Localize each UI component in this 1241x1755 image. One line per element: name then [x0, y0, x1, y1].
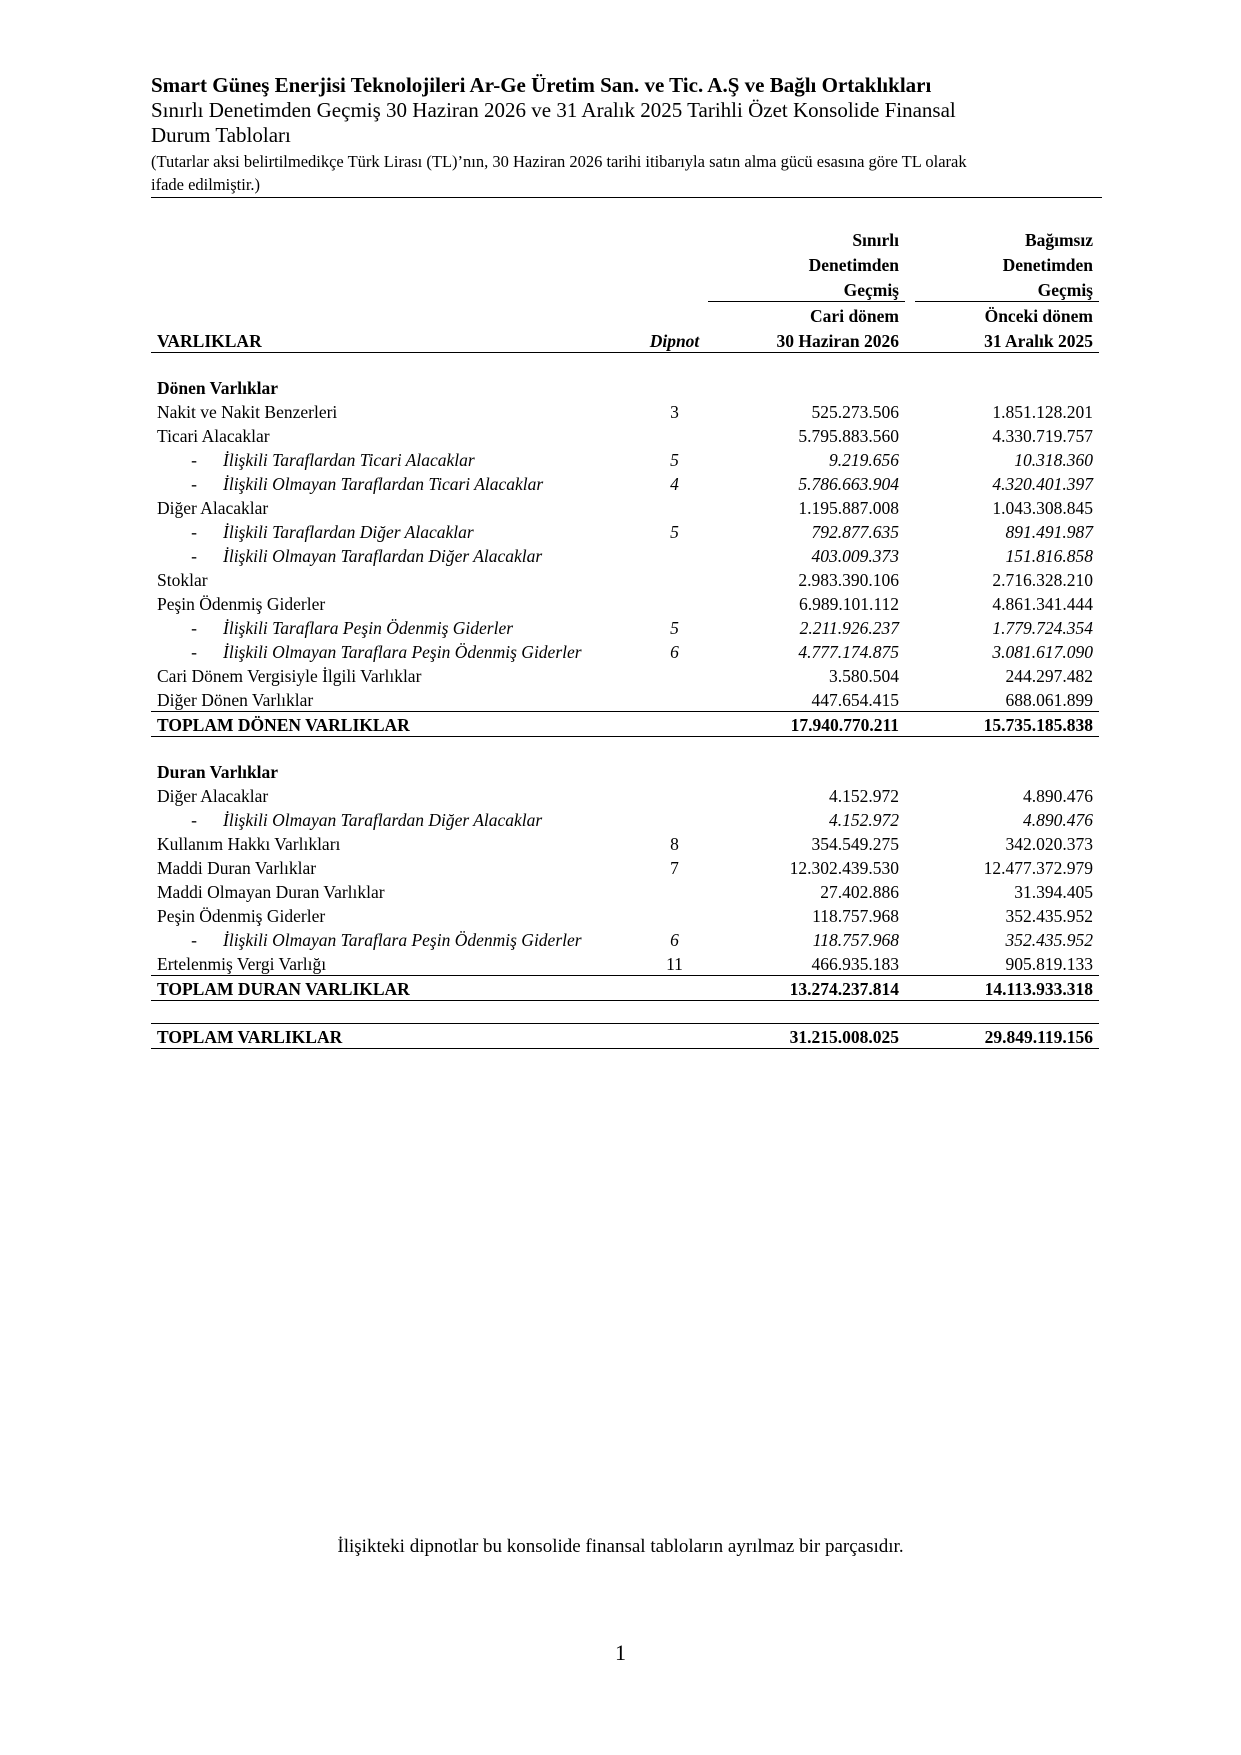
line-item-current-value: 403.009.373 — [811, 546, 899, 566]
line-item-current-value: 2.211.926.237 — [799, 618, 899, 638]
line-item-current-value: 4.777.174.875 — [798, 642, 899, 662]
line-item-current-value: 12.302.439.530 — [789, 858, 899, 878]
document-header — [151, 72, 1101, 194]
line-item-label: Maddi Duran Varlıklar — [157, 858, 317, 878]
line-item-label: İlişkili Olmayan Taraflardan Diğer Alacaklar — [223, 810, 543, 830]
line-item-label: Diğer Alacaklar — [157, 498, 269, 518]
grand-total-row — [151, 1024, 1099, 1049]
previous-col-line2: Denetimden — [1002, 255, 1093, 275]
line-item-label: Peşin Ödenmiş Giderler — [157, 906, 326, 926]
line-item-label: İlişkili Olmayan Taraflara Peşin Ödenmiş Giderler — [223, 930, 582, 950]
previous-period-label: Önceki dönem — [984, 306, 1093, 326]
column-headers — [151, 226, 1099, 399]
line-item-current-value: 5.795.883.560 — [798, 426, 899, 446]
footer-note: İlişikteki dipnotlar bu konsolide finansal tabloların ayrılmaz bir parçasıdır. — [337, 1536, 904, 1557]
line-item-current-value: 27.402.886 — [820, 882, 899, 902]
line-item-row — [151, 567, 1099, 591]
sub-item-dash: - — [191, 546, 197, 566]
sub-line-item-row — [151, 543, 1099, 567]
line-item-note: 5 — [670, 618, 679, 638]
sub-line-item-row — [151, 519, 1099, 543]
line-item-note — [641, 591, 708, 615]
line-item-current-value: 118.757.968 — [812, 930, 899, 950]
line-item-row — [151, 399, 1099, 423]
sub-line-item-row — [151, 639, 1099, 663]
line-item-current-value: 447.654.415 — [811, 690, 899, 710]
line-item-label: Peşin Ödenmiş Giderler — [157, 594, 326, 614]
line-item-previous-value: 4.861.341.444 — [992, 594, 1093, 614]
line-item-previous-value: 352.435.952 — [1005, 906, 1093, 926]
statement-title-line2: Durum Tabloları — [151, 123, 291, 147]
line-item-note — [641, 663, 708, 687]
sub-item-dash: - — [191, 642, 197, 662]
line-item-label: Ticari Alacaklar — [157, 426, 270, 446]
line-item-previous-value: 688.061.899 — [1005, 690, 1093, 710]
current-col-line1: Sınırlı — [852, 230, 899, 250]
line-item-previous-value: 905.819.133 — [1005, 954, 1093, 974]
line-item-row — [151, 687, 1099, 712]
sub-item-dash: - — [191, 450, 197, 470]
line-item-row — [151, 423, 1099, 447]
line-item-previous-value: 31.394.405 — [1014, 882, 1093, 902]
line-item-note: 4 — [670, 474, 679, 494]
sub-line-item-row — [151, 471, 1099, 495]
section-label: VARLIKLAR — [151, 327, 641, 353]
line-item-row — [151, 903, 1099, 927]
previous-col-line1: Bağımsız — [1024, 230, 1093, 250]
total-previous-value: 14.113.933.318 — [915, 976, 1099, 1001]
line-item-label: İlişkili Olmayan Taraflardan Ticari Alacaklar — [223, 474, 544, 494]
line-item-current-value: 2.983.390.106 — [798, 570, 899, 590]
line-item-previous-value: 891.491.987 — [1005, 522, 1093, 542]
totals-section — [151, 976, 1099, 1049]
line-item-previous-value: 1.043.308.845 — [992, 498, 1093, 518]
total-label: TOPLAM DURAN VARLIKLAR — [151, 976, 641, 1001]
line-item-note: 6 — [670, 642, 679, 662]
line-item-current-value: 5.786.663.904 — [798, 474, 899, 494]
current-col-line3: Geçmiş — [708, 276, 905, 302]
line-item-current-value: 354.549.275 — [811, 834, 899, 854]
current-assets-total-section — [151, 712, 1099, 784]
line-item-previous-value: 3.081.617.090 — [992, 642, 1093, 662]
line-item-current-value: 3.580.504 — [829, 666, 899, 686]
line-item-note — [641, 783, 708, 807]
balance-sheet-table — [151, 226, 1099, 1049]
note-column-label: Dipnot — [641, 327, 708, 353]
line-item-row — [151, 591, 1099, 615]
sub-item-dash: - — [191, 522, 197, 542]
current-period-label: Cari dönem — [810, 306, 899, 326]
line-item-note: 6 — [670, 930, 679, 950]
grand-total-label: TOPLAM VARLIKLAR — [151, 1024, 641, 1049]
line-item-current-value: 4.152.972 — [829, 810, 899, 830]
line-item-previous-value: 244.297.482 — [1005, 666, 1093, 686]
line-item-label: İlişkili Olmayan Taraflardan Diğer Alacaklar — [223, 546, 543, 566]
grand-total-previous-value: 29.849.119.156 — [915, 1024, 1099, 1049]
line-item-previous-value: 2.716.328.210 — [992, 570, 1093, 590]
line-item-label: Ertelenmiş Vergi Varlığı — [157, 954, 327, 974]
line-item-note: 5 — [670, 450, 679, 470]
line-item-previous-value: 10.318.360 — [1014, 450, 1093, 470]
line-item-note — [641, 567, 708, 591]
line-item-label: Cari Dönem Vergisiyle İlgili Varlıklar — [157, 666, 422, 686]
line-item-previous-value: 1.779.724.354 — [992, 618, 1093, 638]
sub-line-item-row — [151, 807, 1099, 831]
current-date-label: 30 Haziran 2026 — [708, 327, 905, 353]
sub-item-dash: - — [191, 618, 197, 638]
sub-line-item-row — [151, 927, 1099, 951]
line-item-current-value: 466.935.183 — [811, 954, 899, 974]
line-item-note: 5 — [670, 522, 679, 542]
line-item-note — [641, 687, 708, 712]
noncurrent-assets-title: Duran Varlıklar — [157, 762, 279, 782]
statement-title-line1: Sınırlı Denetimden Geçmiş 30 Haziran 2026 ve 31 Aralık 2025 Tarihli Özet Konsolide Finansal — [151, 98, 956, 122]
line-item-label: Stoklar — [157, 570, 208, 590]
currency-note-line1: (Tutarlar aksi belirtilmedikçe Türk Lirası (TL)’nın, 30 Haziran 2026 tarihi itibarıyla satın alma gücü esasına göre TL olarak — [151, 152, 967, 171]
total-row — [151, 712, 1099, 737]
line-item-label: İlişkili Taraflardan Diğer Alacaklar — [223, 522, 474, 542]
line-item-previous-value: 1.851.128.201 — [992, 402, 1093, 422]
total-current-value: 17.940.770.211 — [708, 712, 905, 737]
line-item-note: 11 — [666, 954, 683, 974]
line-item-note — [641, 543, 708, 567]
line-item-label: İlişkili Taraflardan Ticari Alacaklar — [223, 450, 475, 470]
line-item-note: 8 — [670, 834, 679, 854]
current-assets-rows — [151, 399, 1099, 712]
line-item-label: İlişkili Olmayan Taraflara Peşin Ödenmiş Giderler — [223, 642, 582, 662]
sub-item-dash: - — [191, 810, 197, 830]
line-item-current-value: 4.152.972 — [829, 786, 899, 806]
line-item-row — [151, 663, 1099, 687]
line-item-note: 3 — [670, 402, 679, 422]
company-name: Smart Güneş Enerjisi Teknolojileri Ar-Ge Üretim San. ve Tic. A.Ş ve Bağlı Ortaklıkları — [151, 73, 932, 97]
noncurrent-assets-rows — [151, 783, 1099, 976]
line-item-label: Diğer Dönen Varlıklar — [157, 690, 314, 710]
line-item-previous-value: 342.020.373 — [1005, 834, 1093, 854]
sub-item-dash: - — [191, 474, 197, 494]
line-item-label: İlişkili Taraflara Peşin Ödenmiş Giderler — [223, 618, 514, 638]
line-item-current-value: 6.989.101.112 — [799, 594, 899, 614]
line-item-note — [641, 423, 708, 447]
line-item-note — [641, 879, 708, 903]
line-item-note — [641, 495, 708, 519]
line-item-current-value: 792.877.635 — [811, 522, 899, 542]
total-label: TOPLAM DÖNEN VARLIKLAR — [151, 712, 641, 737]
line-item-note — [641, 807, 708, 831]
line-item-current-value: 1.195.887.008 — [798, 498, 899, 518]
line-item-previous-value: 4.890.476 — [1023, 810, 1093, 830]
current-assets-title: Dönen Varlıklar — [157, 378, 279, 398]
total-row — [151, 976, 1099, 1001]
line-item-previous-value: 4.890.476 — [1023, 786, 1093, 806]
line-item-previous-value: 12.477.372.979 — [983, 858, 1093, 878]
line-item-row — [151, 879, 1099, 903]
header-divider — [151, 197, 1102, 198]
grand-total-current-value: 31.215.008.025 — [708, 1024, 905, 1049]
line-item-previous-value: 4.330.719.757 — [992, 426, 1093, 446]
line-item-note: 7 — [670, 858, 679, 878]
line-item-label: Diğer Alacaklar — [157, 786, 269, 806]
line-item-row — [151, 495, 1099, 519]
line-item-row — [151, 951, 1099, 976]
total-current-value: 13.274.237.814 — [708, 976, 905, 1001]
line-item-label: Kullanım Hakkı Varlıkları — [157, 834, 341, 854]
previous-date-label: 31 Aralık 2025 — [915, 327, 1099, 353]
total-previous-value: 15.735.185.838 — [915, 712, 1099, 737]
line-item-previous-value: 352.435.952 — [1005, 930, 1093, 950]
line-item-current-value: 525.273.506 — [811, 402, 899, 422]
line-item-note — [641, 903, 708, 927]
line-item-previous-value: 4.320.401.397 — [992, 474, 1093, 494]
sub-line-item-row — [151, 615, 1099, 639]
page-number: 1 — [615, 1640, 626, 1665]
line-item-current-value: 118.757.968 — [812, 906, 899, 926]
line-item-current-value: 9.219.656 — [829, 450, 899, 470]
line-item-row — [151, 855, 1099, 879]
currency-note-line2: ifade edilmiştir.) — [151, 175, 261, 194]
line-item-row — [151, 831, 1099, 855]
line-item-label: Maddi Olmayan Duran Varlıklar — [157, 882, 385, 902]
line-item-previous-value: 151.816.858 — [1005, 546, 1093, 566]
sub-line-item-row — [151, 447, 1099, 471]
line-item-row — [151, 783, 1099, 807]
current-col-line2: Denetimden — [808, 255, 899, 275]
sub-item-dash: - — [191, 930, 197, 950]
line-item-label: Nakit ve Nakit Benzerleri — [157, 402, 338, 422]
previous-col-line3: Geçmiş — [915, 276, 1099, 302]
